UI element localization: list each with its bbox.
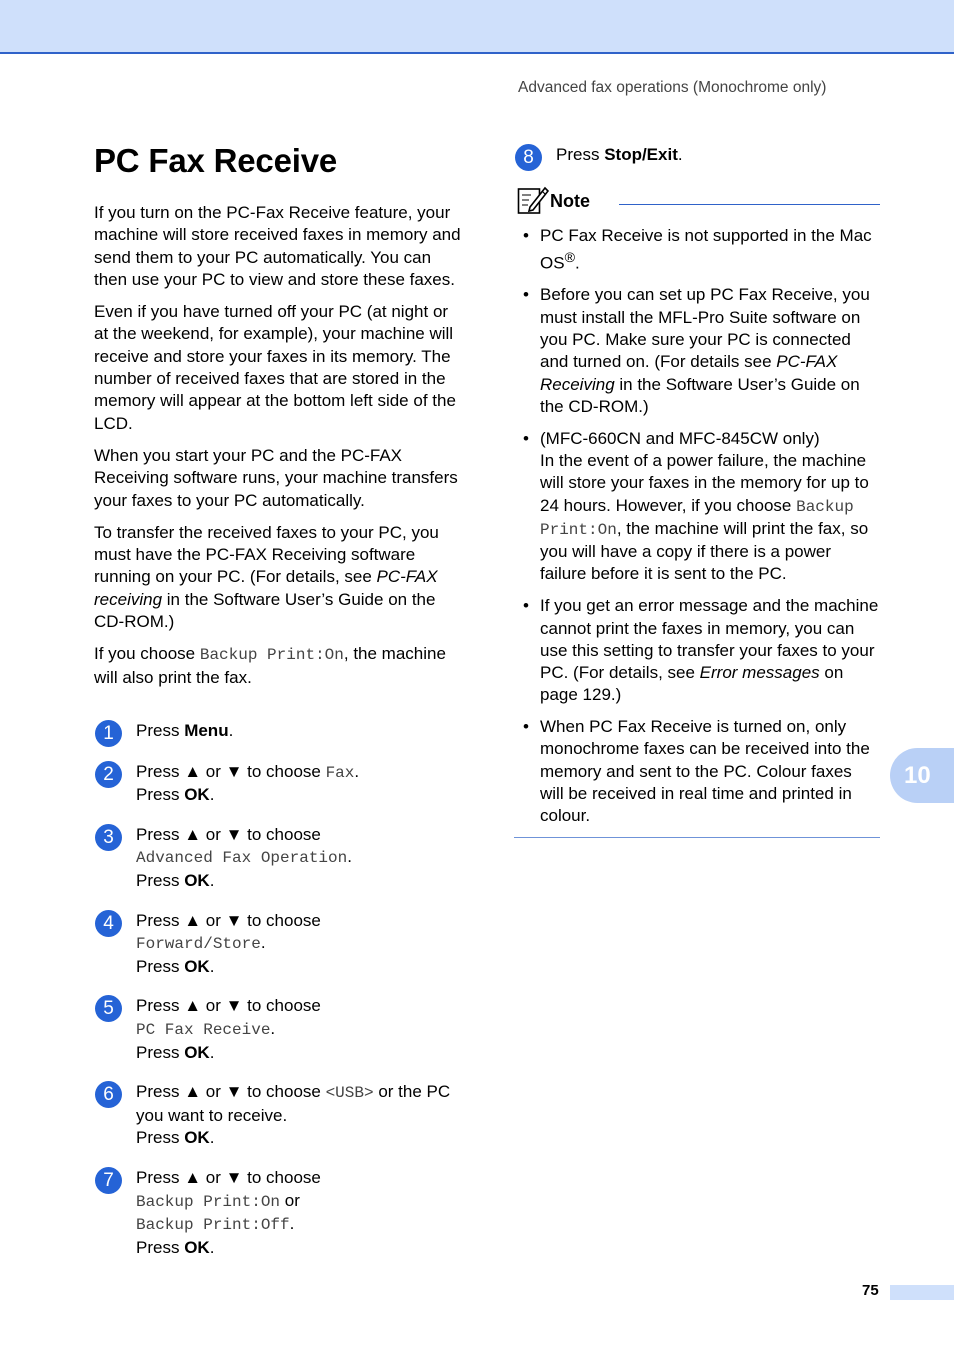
up-arrow-icon: ▲ [184, 824, 202, 844]
intro-paragraph-3: When you start your PC and the PC-FAX Receiving software runs, your machine transfers your faxes to your PC automatically. [94, 445, 458, 510]
step-6: 6 Press ▲ or ▼ to choose <USB> or the PC you want to receive. Press OK. [94, 1081, 474, 1150]
lcd-option: Forward/Store [136, 935, 261, 954]
step-number-icon: 7 [95, 1167, 122, 1194]
down-arrow-icon: ▼ [225, 1082, 243, 1102]
page-number: 75 [862, 1282, 879, 1299]
step-8: 8 Press Stop/Exit. [514, 144, 880, 167]
reference-link: Error messages [699, 663, 820, 683]
lcd-option: Fax [325, 763, 355, 782]
note-item: • When PC Fax Receive is turned on, only monochrome faxes can be received into the memory and sent to the PC. Colour faxes will be received in real time and printed in colour. [514, 716, 880, 827]
intro-paragraph-1: If you turn on the PC-Fax Receive feature, your machine will store received faxes in memory and send them to your PC automatically. You can then use your PC to view and store these faxes. [94, 203, 461, 289]
down-arrow-icon: ▼ [225, 824, 243, 844]
lcd-option: Backup Print:On [136, 1192, 281, 1211]
intro-paragraph-5: If you choose Backup Print:On, the machine will also print the fax. [94, 644, 446, 687]
note-list [514, 225, 880, 828]
step-3: 3 Press ▲ or ▼ to choose Advanced Fax Operation. Press OK. [94, 824, 474, 893]
step-number-icon: 1 [95, 720, 122, 747]
down-arrow-icon: ▼ [225, 910, 243, 930]
ok-key: OK [184, 785, 210, 805]
ok-key: OK [184, 1237, 210, 1257]
step-4: 4 Press ▲ or ▼ to choose Forward/Store. Press OK. [94, 910, 474, 979]
step-number-icon: 6 [95, 1081, 122, 1108]
note-item: • If you get an error message and the machine cannot print the faxes in memory, you can use this setting to transfer your faxes to your PC. (For details, see Error messages on page 129.) [514, 595, 880, 706]
chapter-tab: 10 [890, 748, 954, 803]
lcd-option: <USB> [325, 1084, 374, 1103]
ok-key: OK [184, 956, 210, 976]
ok-key: OK [184, 1042, 210, 1062]
reference-link: PC-FAX receiving [94, 567, 438, 609]
steps-list [94, 720, 474, 1259]
lcd-option: PC Fax Receive [136, 1020, 271, 1039]
right-column [514, 144, 880, 838]
step-number-icon: 3 [95, 824, 122, 851]
note-item: • PC Fax Receive is not supported in the Mac OS®. [514, 225, 880, 275]
page-title: PC Fax Receive [94, 142, 338, 179]
menu-key: Menu [184, 721, 229, 740]
up-arrow-icon: ▲ [184, 996, 202, 1016]
note-bottom-divider [514, 837, 880, 838]
note-pencil-icon [517, 185, 549, 215]
step-number-icon: 2 [95, 761, 122, 788]
down-arrow-icon: ▼ [225, 761, 243, 781]
note-divider [619, 204, 880, 205]
intro-paragraph-2: Even if you have turned off your PC (at night or at the weekend, for example), your machine will receive and store your faxes in its memory. The number of received faxes that are stored in the memory will appear at the bottom left side of the LCD. [94, 302, 456, 433]
note-title: Note [550, 190, 590, 211]
lcd-option: Backup Print:On [540, 497, 854, 539]
intro-text [94, 202, 464, 699]
step-number-icon: 4 [95, 910, 122, 937]
ok-key: OK [184, 870, 210, 890]
step-7: 7 Press ▲ or ▼ to choose Backup Print:On or Backup Print:Off. Press OK. [94, 1167, 474, 1259]
reference-link: PC-FAX Receiving [540, 352, 838, 394]
step-2: 2 Press ▲ or ▼ to choose Fax. Press OK. [94, 761, 474, 807]
header-band [0, 0, 954, 54]
ok-key: OK [184, 1128, 210, 1148]
note-item: • (MFC-660CN and MFC-845CW only) In the event of a power failure, the machine will store your faxes in the memory for up to 24 hours. However, if you choose Backup Print:On, the machine will print the fax, so you will have a copy if there is a power failure before it is sent to the PC. [514, 428, 880, 586]
down-arrow-icon: ▼ [225, 1167, 243, 1187]
running-header: Advanced fax operations (Monochrome only) [518, 79, 827, 96]
lcd-option: Backup Print:On [199, 646, 344, 665]
stop-exit-key: Stop/Exit [604, 145, 678, 164]
down-arrow-icon: ▼ [225, 996, 243, 1016]
up-arrow-icon: ▲ [184, 1167, 202, 1187]
lcd-option: Advanced Fax Operation [136, 849, 348, 868]
step-number-icon: 5 [95, 995, 122, 1022]
note-item: • Before you can set up PC Fax Receive, you must install the MFL-Pro Suite software on you PC. Make sure your PC is connected and turned on. (For details see PC-FAX Receiving in the Software User’s Guide on the CD-ROM.) [514, 284, 880, 418]
step-number-icon: 8 [515, 144, 542, 171]
page-number-bar [890, 1285, 954, 1300]
lcd-option: Backup Print:Off [136, 1216, 290, 1235]
up-arrow-icon: ▲ [184, 910, 202, 930]
note-header [514, 185, 880, 225]
step-1: 1 Press Menu. [94, 720, 474, 743]
intro-paragraph-4: To transfer the received faxes to your PC, you must have the PC-FAX Receiving software running on your PC. (For details, see PC-FAX receiving in the Software User’s Guide on the CD-ROM.) [94, 522, 439, 632]
up-arrow-icon: ▲ [184, 761, 202, 781]
step-5: 5 Press ▲ or ▼ to choose PC Fax Receive. Press OK. [94, 995, 474, 1064]
up-arrow-icon: ▲ [184, 1082, 202, 1102]
